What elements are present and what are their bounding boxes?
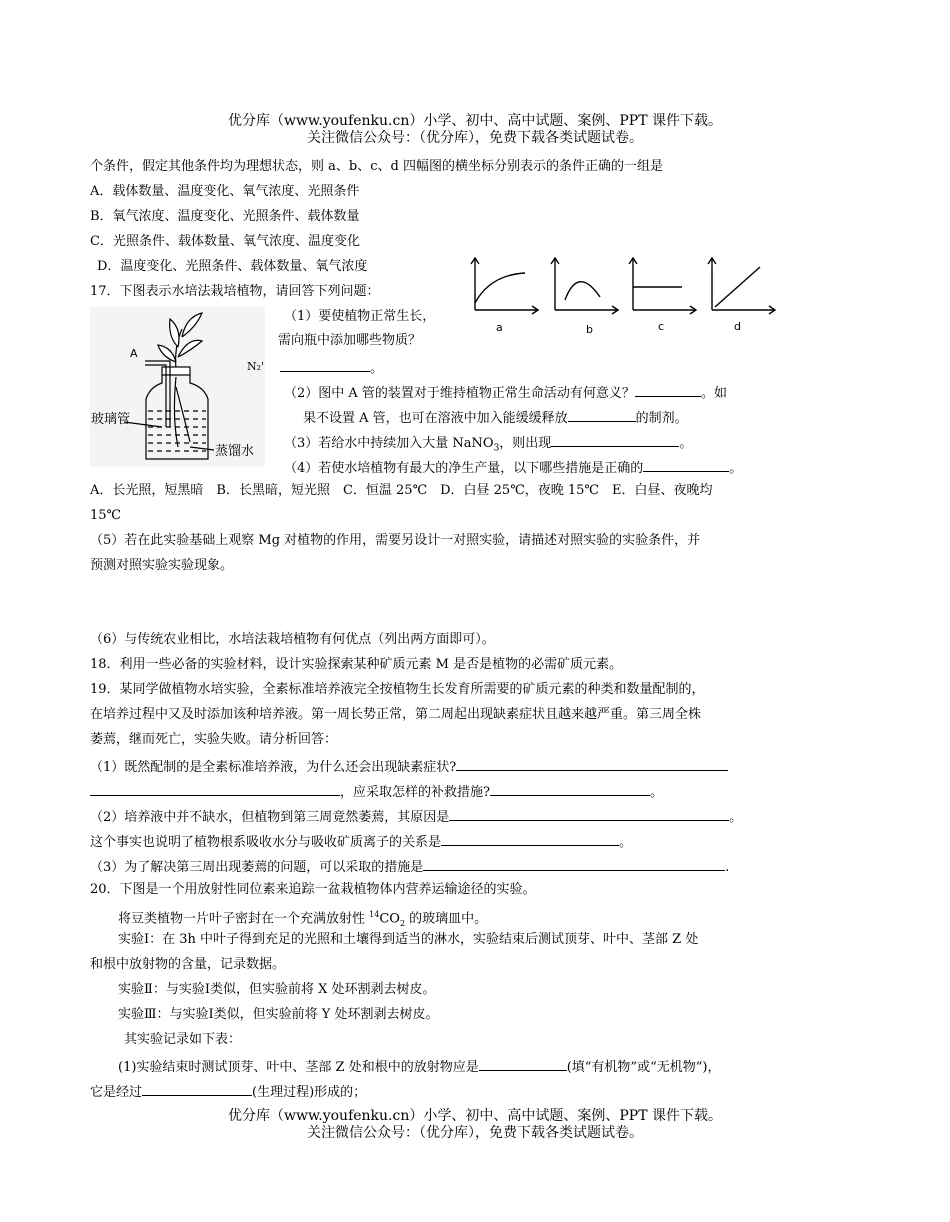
graph-label-d: d	[734, 320, 741, 333]
text: 。	[649, 785, 663, 800]
q20-exp1-line-a: 实验Ⅰ：在 3h 中叶子得到充足的光照和土壤得到适当的淋水，实验结束后测试顶芽、叶中、茎部 Z 处	[118, 932, 699, 947]
q16-option-a: A．载体数量、温度变化、氧气浓度、光照条件	[90, 184, 360, 199]
text: （3）若给水中持续加入大量 NaNO	[284, 436, 494, 451]
subscript: 2	[399, 918, 406, 928]
punct: 。	[370, 361, 384, 376]
q20-exp3: 实验Ⅲ：与实验Ⅰ类似，但实验前将 Y 处环割剥去树皮。	[118, 1007, 439, 1022]
q16-option-b: B．氧气浓度、温度变化、光照条件、载体数量	[90, 209, 360, 224]
q17-sub5-line-a: （5）若在此实验基础上观察 Mg 对植物的作用，需要另设计一对照实验，请描述对照实验的实验条件，并	[90, 533, 701, 548]
subscript: 3	[493, 443, 500, 454]
graph-label-b: b	[586, 323, 593, 336]
q17-sub4	[284, 457, 742, 478]
q16-option-c: C．光照条件、载体数量、氧气浓度、温度变化	[90, 234, 360, 249]
footer-line-2: 关注微信公众号：（优分库），免费下载各类试题试卷。	[307, 1125, 643, 1141]
graph-b	[551, 258, 618, 314]
text: .	[725, 860, 730, 875]
blank[interactable]	[456, 756, 728, 771]
header-line-1: 优分库（www.youfenku.cn）小学、初中、高中试题、案例、PPT 课件下载。	[227, 113, 722, 129]
q19-para-3: 萎蔫，继而死亡，实验失败。请分析回答：	[90, 732, 338, 747]
blank[interactable]	[479, 1056, 567, 1071]
blank[interactable]	[423, 856, 725, 871]
text: 。如	[700, 386, 727, 401]
text: (生理过程)形成的；	[252, 1085, 367, 1100]
text: 。	[679, 436, 693, 451]
blank[interactable]	[490, 781, 650, 796]
q16-graphs	[460, 255, 780, 340]
figure-label-distilled-water: 蒸馏水	[215, 444, 255, 459]
text: (1)实验结束时测试顶芽、叶中、茎部 Z 处和根中的放射物应是	[118, 1060, 479, 1075]
text: 将豆类植物一片叶子密封在一个充满放射性	[118, 911, 370, 927]
q17-sub6: （6）与传统农业相比，水培法栽培植物有何优点（列出两方面即可）。	[90, 632, 495, 647]
graph-label-c: c	[658, 320, 665, 333]
q17-sub1-answer-line	[280, 357, 383, 378]
q19-sub2-line-b	[90, 831, 632, 852]
q20-record: 其实验记录如下表：	[124, 1032, 242, 1047]
n2-label: N₂'	[247, 360, 265, 373]
text: 这个事实也说明了植物根系吸收水分与吸收矿质离子的关系是	[90, 835, 442, 850]
text: 它是经过	[90, 1085, 143, 1100]
q17-sub5-line-b: 预测对照实验实验现象。	[90, 558, 234, 573]
q19-sub1-line-a	[90, 756, 728, 777]
text: ，应采取怎样的补救措施?	[340, 785, 490, 800]
text: 。	[729, 461, 743, 476]
text: 的制剂。	[635, 411, 688, 426]
text: 的玻璃皿中。	[405, 911, 488, 927]
text: ，则出现	[499, 436, 552, 451]
q20-exp2: 实验Ⅱ：与实验Ⅰ类似，但实验前将 X 处环割剥去树皮。	[118, 982, 436, 997]
q19-sub2-line-a	[90, 806, 742, 827]
figure-label-a: A	[130, 347, 138, 360]
graph-a	[471, 258, 538, 314]
blank[interactable]	[643, 457, 729, 472]
q17-sub2-line-a	[284, 382, 727, 403]
text: 。	[619, 835, 633, 850]
q20-sub1-line-a	[118, 1056, 720, 1077]
q19-para-2: 在培养过程中又及时添加该种培养液。第一周长势正常，第二周起出现缺素症状且越来越严重。第三周全株	[90, 707, 702, 722]
blank[interactable]	[280, 357, 370, 372]
blank[interactable]	[551, 432, 679, 447]
q20-para-1	[118, 906, 487, 933]
q20-sub1-line-b	[90, 1081, 366, 1102]
superscript: 14	[369, 910, 380, 919]
footer-line-1: 优分库（www.youfenku.cn）小学、初中、高中试题、案例、PPT 课件下载。	[227, 1108, 722, 1124]
hydroponics-figure	[90, 307, 265, 467]
q19-sub1-line-b	[90, 781, 663, 802]
text: （2）培养液中并不缺水，但植物到第三周竟然萎蔫，其原因是	[90, 810, 450, 825]
graph-c	[629, 258, 696, 314]
q16-stem: 个条件，假定其他条件均为理想状态，则 a、b、c、d 四幅图的横坐标分别表示的条件正确的一组是	[90, 159, 663, 174]
blank[interactable]	[142, 1081, 252, 1096]
blank[interactable]	[449, 806, 729, 821]
q16-option-d: D．温度变化、光照条件、载体数量、氧气浓度	[97, 259, 368, 274]
q20-exp1-line-b: 和根中放射物的含量，记录数据。	[90, 957, 286, 972]
q17-sub1-line-b: 需向瓶中添加哪些物质？	[278, 333, 422, 348]
q17-options: A．长光照，短黑暗 B．长黑暗，短光照 C．恒温 25℃ D．白昼 25℃，夜晚 15℃ E．白昼、夜晚均	[90, 483, 713, 498]
text: （4）若使水培植物有最大的净生产量，以下哪些措施是正确的	[284, 461, 644, 476]
text: 。	[729, 810, 743, 825]
q20-title: 20．下图是一个用放射性同位素来追踪一盆栽植物体内营养运输途径的实验。	[90, 882, 536, 897]
text: (填“有机物”或“无机物”)，	[566, 1060, 721, 1075]
text: （3）为了解决第三周出现萎蔫的问题，可以采取的措施是	[90, 860, 424, 875]
figure-label-glass-tube: 玻璃管	[91, 412, 131, 427]
graph-d	[708, 258, 775, 314]
q18-text: 18．利用一些必备的实验材料，设计实验探索某种矿质元素 M 是否是植物的必需矿质元素。	[90, 657, 623, 672]
text: CO	[379, 911, 400, 927]
blank[interactable]	[90, 781, 340, 796]
q17-options-cont: 15℃	[90, 508, 122, 523]
blank[interactable]	[568, 407, 636, 422]
header-line-2: 关注微信公众号：（优分库），免费下载各类试题试卷。	[307, 130, 643, 146]
q17-sub3	[284, 432, 692, 458]
q19-sub3	[90, 856, 729, 877]
graph-label-a: a	[496, 321, 503, 334]
q19-para-1: 19．某同学做植物水培实验，全素标准培养液完全按植物生长发育所需要的矿质元素的种类和数量配制的，	[90, 682, 705, 697]
q17-sub1-line-a: （1）要使植物正常生长，	[284, 309, 436, 324]
blank[interactable]	[635, 382, 701, 397]
text: （1）既然配制的是全素标准培养液，为什么还会出现缺素症状?	[90, 760, 457, 775]
blank[interactable]	[441, 831, 619, 846]
text: 果不设置 A 管，也可在溶液中加入能缓缓释放	[303, 411, 568, 426]
q17-title: 17．下图表示水培法栽培植物，请回答下列问题：	[90, 284, 380, 299]
text: （2）图中 A 管的装置对于维持植物正常生命活动有何意义？	[284, 386, 635, 401]
q17-sub2-line-b	[303, 407, 688, 428]
